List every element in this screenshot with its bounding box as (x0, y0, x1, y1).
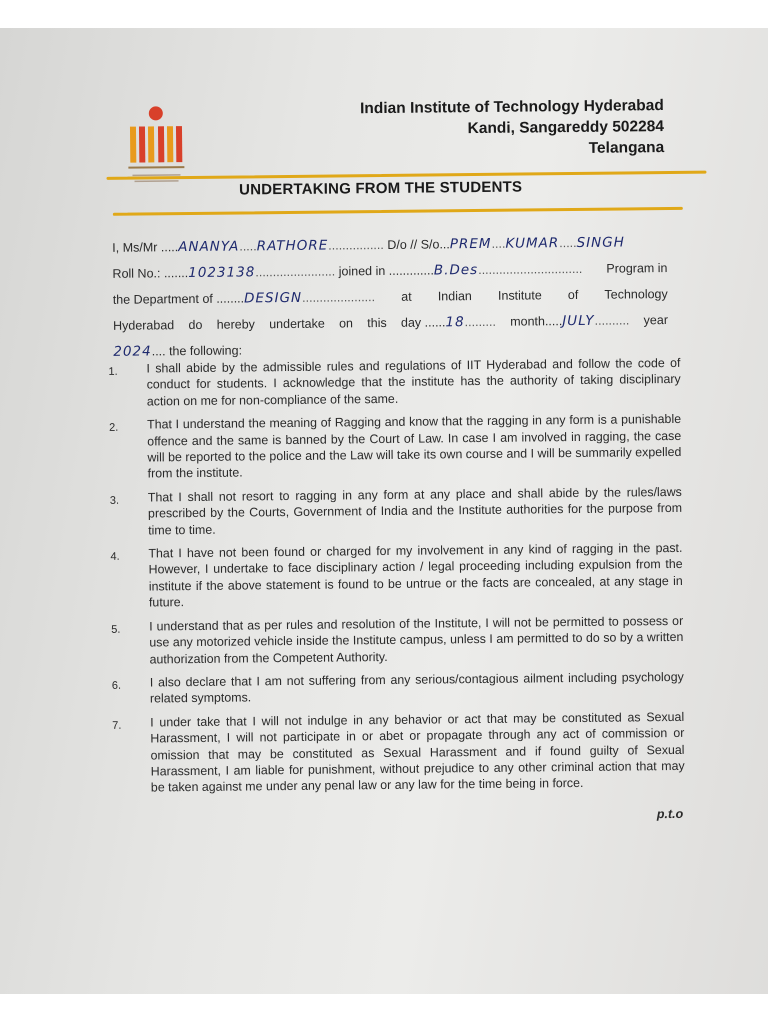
text-word: this (367, 315, 387, 331)
department-label: the Department of ........ (112, 291, 245, 307)
list-item (112, 669, 684, 708)
year-value: 2024 (113, 343, 152, 360)
item-number: 5. (111, 623, 121, 636)
scanned-page (0, 28, 768, 994)
program-value: B.Des (433, 262, 479, 279)
institute-name: Indian Institute of Technology Hyderabad (359, 97, 664, 118)
text-word: on (338, 316, 354, 331)
list-item (112, 709, 685, 797)
student-details-form (112, 229, 668, 365)
item-number: 7. (112, 719, 122, 732)
item-text: I under take that I will not indulge in any behavior or act that may be constituted as Sexual Harassment, I will not participate in or abet or propagate through any act of commission or omission that may be constituted as Sexual Harassment and if found guilty of Sexual Harassment, I am liable for punishment, without prejudice to any other criminal action that may be taken against me under any penal law or any law for the time being in force. (150, 709, 685, 795)
joined-label: joined in ............. (338, 263, 434, 279)
text-word: of (567, 287, 579, 303)
item-text: That I have not been found or charged for my involvement in any kind of ragging in the past. However, I undertake to face disciplinary action / legal proceeding including expulsion from the institute if the above statement is found to be untrue or the facts are concealed, at any stage in future. (148, 540, 683, 610)
please-turn-over: p.t.o (656, 806, 684, 822)
list-item (110, 540, 683, 612)
undertaking-clauses (108, 355, 685, 804)
filler-dots: ..... (559, 235, 577, 251)
filler-dots: .............................. (478, 261, 583, 278)
parent-last-name: SINGH (576, 234, 625, 251)
parent-first-name: PREM (449, 235, 492, 253)
title-divider (113, 207, 683, 216)
text-word: hereby (216, 317, 255, 332)
item-text: I shall abide by the admissible rules and regulations of IIT Hyderabad and follow the code of conduct for students. I acknowledge that the institute has the authority of taking disciplinary action on me for non-compliance of the same. (146, 355, 681, 409)
item-number: 1. (108, 365, 118, 378)
roll-number: 1023138 (188, 264, 256, 282)
program-label: Program in (606, 261, 668, 276)
filler-dots: ..................... (302, 290, 376, 305)
filler-dots: ................ (328, 237, 384, 253)
item-text: I also declare that I am not suffering from any serious/contagious ailment including psychology related symptoms. (149, 669, 684, 706)
filler-dots: ......... (464, 314, 496, 330)
item-number: 2. (109, 421, 119, 435)
year-label: year (643, 313, 669, 328)
item-text: I understand that as per rules and resolution of the Institute, I will not be permitted to possess or use any motorized vehicle inside the Institute campus, unless I am permitted to do so by a written authorization from the Competent Authority. (149, 613, 684, 666)
list-item (108, 355, 680, 410)
student-first-name: ANANYA (178, 238, 240, 256)
filler-dots: .......... (594, 313, 630, 328)
parent-middle-name: KUMAR (505, 235, 560, 252)
document-paper (0, 28, 768, 994)
item-number: 4. (110, 550, 120, 563)
following-label: .... the following: (151, 343, 243, 359)
text-word: Hyderabad (112, 318, 175, 333)
filler-dots: ....................... (255, 264, 336, 280)
name-label: I, Ms/Mr ..... (112, 240, 179, 255)
item-text: That I shall not resort to ragging in any form at any place and shall abide by the rules/laws prescribed by the Courts, Government of India and the Institute authorities for the purpose from time to time. (147, 484, 683, 538)
text-word: Technology (604, 287, 668, 302)
text-word: do (188, 317, 203, 333)
document-title: UNDERTAKING FROM THE STUDENTS (239, 178, 523, 199)
list-item (111, 613, 683, 668)
item-text: That I understand the meaning of Ragging and know that the ragging in any form is a punishable offence and the same is banned by the Court of Law. In case I am involved in ragging, the case will be reported to the police and the Law will take its own course and I will be summarily expelled from the institute. (147, 412, 682, 481)
text-word: Indian (437, 289, 472, 304)
filler-dots: ..... (239, 239, 257, 254)
text-word: at (401, 289, 412, 304)
day-value: 18 (445, 314, 465, 331)
month-label: month..... (510, 314, 563, 329)
institute-header (360, 95, 664, 161)
relation-label: D/o // S/o... (387, 237, 450, 252)
text-word: undertake (269, 316, 325, 332)
month-value: JULY (562, 312, 595, 330)
student-last-name: RATHORE (256, 237, 329, 255)
text-word: Institute (497, 288, 542, 303)
roll-label: Roll No.: ....... (112, 266, 189, 281)
institute-address: Kandi, Sangareddy 502284 (467, 118, 665, 138)
item-number: 6. (111, 679, 122, 692)
list-item (110, 484, 682, 539)
department-value: DESIGN (243, 289, 303, 307)
list-item (109, 411, 682, 483)
day-label: day ...... (400, 315, 446, 330)
filler-dots: .... (491, 236, 506, 251)
item-number: 3. (109, 494, 120, 507)
institute-state: Telangana (588, 139, 665, 157)
